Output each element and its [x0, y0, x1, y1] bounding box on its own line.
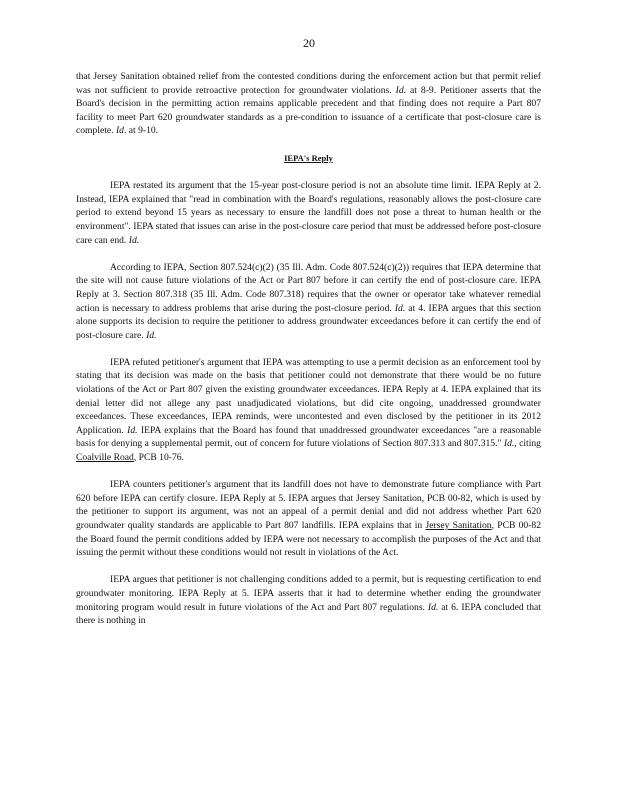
citation-id: Id. — [427, 601, 439, 613]
citation-id: Id. — [127, 424, 138, 436]
text-run: IEPA counters petitioner's argument that its landfill does not have to demonstrate future compliance with Part 620 before IEPA can certify closure. IEPA Reply at 5. IEPA argues that Jersey Sanitation, PCB 00-82, which is used by the petitioner to support its argument, was not an appeal of a permit denial and did not address whether Part 620 groundwater quality standards are applicable to Part 807 landfills. IEPA explains that in — [76, 479, 541, 531]
citation-id: Id — [395, 84, 404, 96]
paragraph-time-limit — [76, 179, 541, 247]
paragraph-section-807-524 — [76, 261, 541, 343]
citation-id: Id. — [128, 234, 140, 246]
paragraph-enforcement-tool — [76, 356, 541, 465]
citation-id: Id. — [146, 329, 157, 341]
document-body — [76, 70, 541, 641]
section-heading — [76, 152, 541, 166]
case-name: Jersey Sanitation — [425, 520, 492, 531]
paragraph-groundwater-monitoring — [76, 573, 541, 627]
text-run: . at 9-10. — [123, 125, 159, 137]
text-run: IEPA restated its argument that the 15-year post-closure period is not an absolute time limit. IEPA Reply at 2. Instead, IEPA explained that "read in combination with the Board's regulations, reasonably allows the post-closure care period to extend beyond 15 years as necessary to ensure the landfill does not pose a threat to human health or the environment". IEPA stated that issues can arise in the post-closure care period that must be addressed before post-closure care can end. — [76, 180, 541, 246]
text-run: that Jersey Sanitation obtained relief from the contested conditions during the enforcement action but that permit relief was not sufficient to provide retroactive protection for groundwater violations. — [76, 71, 541, 96]
text-run: IEPA refuted petitioner's argument that IEPA was attempting to use a permit decision as an enforcement tool by stating that its decision was made on the basis that petitioner could not demonstrate that there would be no future violations of the Act or Part 807 given the existing groundwater exceedances. IEPA Reply at 4. IEPA explained that its denial letter did not allege any past unadjudicated violations, but did cite ongoing, unaddressed groundwater exceedances. These exceedances, IEPA reminds, were uncontested and even disclosed by the petitioner in its 2012 Application. — [76, 356, 541, 436]
text-run: at 4. IEPA argues that this section alone supports its decision to require the petitioner to address groundwater exceedances before it can certify the end of post-closure care. — [76, 302, 541, 341]
paragraph-part-620-compliance — [76, 478, 541, 560]
text-run: IEPA argues that petitioner is not challenging conditions added to a permit, but is requesting certification to end groundwater monitoring. IEPA Reply at 5. IEPA asserts that it had to determine whether ending the groundwater monitoring program would result in future violations of the Act and Part 807 regulations. — [76, 574, 541, 613]
text-run: According to IEPA, Section 807.524(c)(2) (35 Ill. Adm. Code 807.524(c)(2)) requires that IEPA determine that the site will not cause future violations of the Act or Part 807 before it can certify the end of post-closure care. IEPA Reply at 3. Section 807.318 (35 Ill. Adm. Code 807.318) requires that the owner or operator take whatever remedial action is necessary to address problems that arise during the post-closure period. — [76, 261, 541, 314]
section-heading-text: IEPA's Reply — [284, 152, 333, 163]
citation-id: Id. — [503, 438, 515, 450]
paragraph-board-findings — [76, 70, 541, 138]
text-run: , PCB 00-82 the Board found the permit conditions added by IEPA were not necessary to accomplish the purposes of the Act and that issuing the permit without these conditions would not result in violations of the Act. — [76, 520, 541, 559]
text-run: , PCB 10-76. — [133, 452, 184, 464]
text-run: IEPA explains that the Board has found that unaddressed groundwater exceedances "are a reasonable basis for denying a supplemental permit, out of concern for future violations of Section 807.313 and 807.315." — [76, 424, 541, 450]
text-run: . at 8-9. Petitioner asserts that the Board's decision in the permitting action remains applicable precedent and that finding does not require a Part 807 facility to meet Part 620 groundwater standards as a pre-condition to issuance of a certificate that post-closure care is complete. — [76, 84, 541, 137]
text-run: , citing — [514, 438, 541, 450]
text-run: at 6. IEPA concluded that there is nothing in — [76, 601, 541, 627]
case-name: Coalville Road — [76, 452, 134, 464]
citation-id: Id. — [394, 302, 406, 314]
page-number: 20 — [303, 36, 315, 50]
citation-id: Id — [115, 125, 124, 137]
